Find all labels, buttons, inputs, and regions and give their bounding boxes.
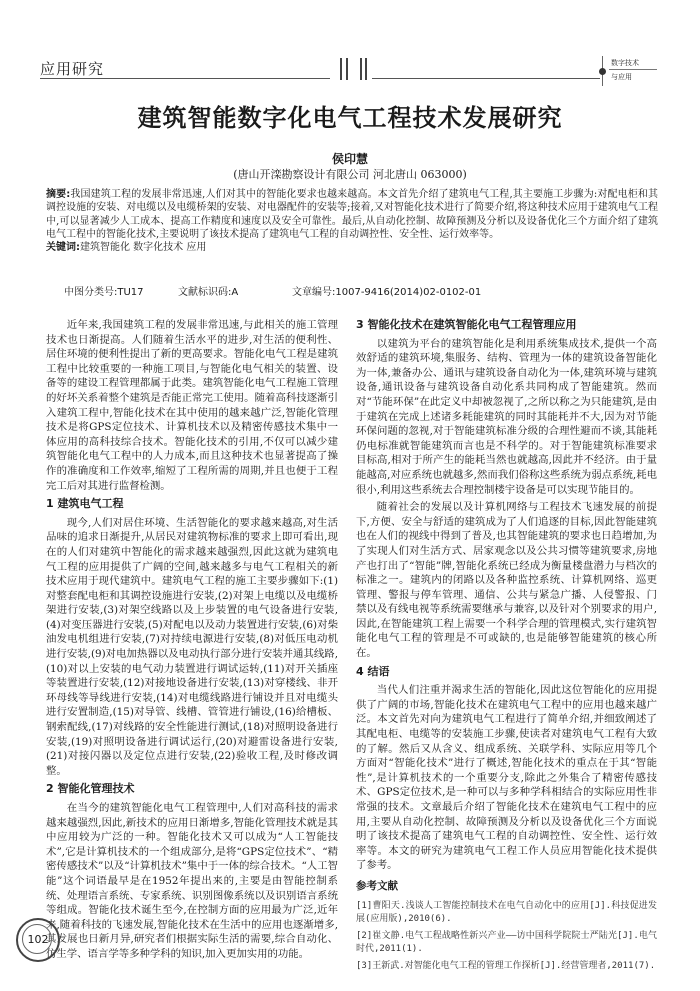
section-3-paragraph-1: 以建筑为平台的建筑智能化是利用系统集成技术,提供一个高效舒适的建筑环境,集服务、结构、管理为一体的建筑设备智能化为一体,兼备办公、通讯与建筑设备自动化为一体,建筑环境与建筑设备,通讯设备与建筑设备自动化系共同构成了智能建筑。然而对“节能环保”在此定义中却被忽视了,之所以称之为只能建筑,是由于建筑在完成上述诸多耗能建筑的同时其能耗并不大,因为对节能环保问题的忽视,对于智能建筑标准分级的合理性避而不谈,其能耗仍电标准就智能建筑而言也是不科学的。对于智能建筑标准要求目标高,相对于所产生的能耗当然也就越高,因此并不经济。由于量能越高,对应系统也就越多,然而我们俗称这些系统为弱点系统,耗电很小,利用这些系统去合理控制楼宇设备是可以实现节能目的。 — [356, 337, 657, 496]
section-4-heading: 4 结语 — [356, 664, 390, 678]
header-rule-right — [372, 78, 600, 79]
references — [356, 879, 657, 973]
keywords-label: 关键词: — [46, 242, 80, 254]
abstract-label: 摘要: — [46, 189, 71, 200]
keywords-text: 建筑智能化 数字化技术 应用 — [80, 242, 207, 254]
abstract-text: 我国建筑工程的发展非常迅速,人们对其中的智能化要求也越来越高。本文首先介绍了建筑电气工程,其主要施工步骤为:对配电柜和其调控设施的安装、对电缆以及电缆桥架的安装、对电器配件的安装等;接着,又对智能化技术进行了简要介绍,将这种技术应用于建筑电气工程中,可以显著减少人工成本、提高工作精度和速度以及安全可靠性。最后,从自动化控制、故障预测及分析以及设备优化三个方面介绍了建筑电气工程中的智能化技术,主要说明了该技术提高了建筑电气工程的自动调控性、安全性、运行效率等。 — [46, 189, 658, 240]
page-header — [0, 0, 700, 92]
section-4-text: 当代人们注重并渴求生活的智能化,因此这位智能化的应用提供了广阔的市场,智能化技术在建筑电气工程中的应用也越来越广泛。本文首先对向为建筑电气工程进行了简单介绍,并细致阐述了其配电柜、电缆等的安装施工步骤,使读者对建筑电气工程有大致的了解。然后又从含义、组成系统、关联学科、实际应用等几个方面对“智能化技术”进行了概述,智能化技术的重点在于其“智能性”,是计算机技术的一个重要分支,除此之外集合了精密传感技术、GPS定位技术,是一种可以与多种学科相结合的实际应用性非常强的技术。文章最后介绍了智能化技术在建筑电气工程中的应用,主要从自动化控制、故障预测及分析以及设备优化三个方面说明了该技术提高了建筑电气工程的自动调控性、安全性、运行效率等。本文的研究为建筑电气工程工作人员应用智能化技术提供了参考。 — [356, 684, 657, 872]
clc-number: 中图分类号:TU17 — [64, 287, 144, 298]
doc-code: 文献标识码:A — [178, 287, 239, 298]
affiliation: (唐山开滦勘察设计有限公司 河北唐山 063000) — [233, 168, 467, 181]
section-2-heading: 2 智能化管理技术 — [46, 782, 135, 796]
section-1-text: 现今,人们对居住环境、生活智能化的要求越来越高,对生活品味的追求日渐提升,从居民对建筑物标准的要求上即可看出,现在的人们对建筑中智能化的需求越来越强烈,因此这就为建筑电气工程的应用提供了广阔的空间,越来越多与电气工程相关的新技术应用于现代建筑中。建筑电气工程的施工主要步骤如下:(1)对整套配电柜和其调控设施进行安装,(2)对架上电缆以及电缆桥架进行安装,(3)对架空线路以及上步装置的电气设备进行安装,(4)对变压器进行安装,(5)对配电以及动力装置进行安装,(6)对柴油发电机组进行安装,(7)对持续电源进行安装,(8)对低压电动机进行安装,(9)对电加热器以及电动执行部分进行安装并通其线路,(10)对以上安装的电气动力装置进行调试运转,(11)对开关插座等装置进行安装,(12)对接地设备进行安装,(13)对穿楼线、非开环母线等导线进行安装,(14)对电缆线路进行铺设并且对电缆头进行安置制造,(15)对导管、线槽、管管进行铺设,(16)给槽板、钢索配线,(17)对线路的安全性能进行测试,(18)对照明设备进行安装,(19)对照明设备进行调试运行,(20)对避雷设备进行安装,(21)对接闪器以及定位点进行安装,(22)验收工程,及时修改调整。 — [46, 516, 338, 777]
logo-line1: 数字技术 — [611, 59, 639, 67]
reference-item: [2]崔文静.电气工程战略性新兴产业——访中国科学院院士严陆光[J].电气时代,2011(1). — [356, 930, 657, 954]
header-bars — [338, 58, 368, 80]
abstract — [46, 188, 658, 254]
references-heading: 参考文献 — [356, 879, 398, 892]
intro-paragraph: 近年来,我国建筑工程的发展非常迅速,与此相关的施工管理技术也日渐提高。人们随着生活水平的进步,对生活的便利性、居住环境的便利性提出了新的更高要求。智能化电气工程是建筑工程中比较重要的一种施工项目,与智能化电气相关的装置、设备等的建设工程管理都属于此类。建筑智能化电气工程施工管理的好坏关系着整个建筑是否能正常完工使用。随着高科技逐渐引入建筑工程中,智能化技术在其中使用的越来越广泛,智能化管理技术是将GPS定位技术、计算机技术以及精密传感技术集中一体应用的高科技综合技术。智能化技术的引用,不仅可以减少建筑智能化电气工程中的人力成本,而且这种技术也显著提高了操作的准确度和工作效率,缩短了工程所需的周期,并且也便于工程完工后对其进行监督检测。 — [46, 319, 338, 492]
right-column — [356, 318, 657, 977]
logo-dot-icon — [599, 68, 606, 75]
article-number: 文章编号:1007-9416(2014)02-0102-01 — [292, 287, 482, 298]
left-column — [46, 318, 338, 965]
section-2-text: 在当今的建筑智能化电气工程管理中,人们对高科技的需求越来越强烈,因此,新技术的应用日渐增多,智能化管理技术就是其中应用较为广泛的一种。智能化技术又可以成为“人工智能技术”,它是计算机技术的一个组成部分,是将“GPS定位技术”、“精密传感技术”以及“计算机技术”集中于一体的综合技术。“人工智能”这个词语最早是在1952年提出来的,主要是由智能控制系统、处理语言系统、专家系统、识别图像系统以及识别语言系统等组成。智能化技术诞生至今,在控制方面的应用最为广泛,近年来,随着科技的飞速发展,智能化技术在生活中的应用也逐渐增多,其发展也日新月异,研究者们根据实际生活的需要,综合自动化、仿生学、语言学等多种学科的知识,加入更加实用的功能。 — [46, 802, 338, 960]
author: 侯印慧 — [331, 152, 368, 166]
reference-item: [3]王新武.对智能化电气工程的管理工作探析[J].经营管理者,2011(7). — [356, 960, 656, 971]
reference-item: [1]曹阳天.浅谈人工智能控制技术在电气自动化中的应用[J].科技促进发展(应用版),2010(6). — [356, 900, 657, 924]
logo-line2: 与应用 — [611, 73, 632, 81]
section-3-paragraph-2: 随着社会的发展以及计算机网络与工程技术飞速发展的前提下,方便、安全与舒适的建筑成为了人们追逐的目标,因此智能建筑也在人们的视线中得到了普及,也其智能建筑的要求也日趋增加,为了实现人们对生活方式、居家观念以及公共习惯等建筑要求,房地产也打出了“智能”牌,智能化系统已经成为衡量楼盘潜力与档次的标准之一。建筑内的闭路以及各种监控系统、计算机网络、巡更管理、警报与停车管理、通信、公共与紧急广播、人侵警报、门禁以及有线电视等系统需要继承与兼容,以及针对个别要求的用户,因此,在智能建筑工程上需要一个科学合理的管理模式,实行建筑智能化电气工程的管理是不可或缺的,也是能够智能建筑的核心所在。 — [356, 501, 657, 660]
article-title: 建筑智能数字化电气工程技术发展研究 — [137, 104, 563, 132]
page-number-badge — [16, 918, 60, 962]
section-label: 应用研究 — [40, 60, 105, 78]
section-1-heading: 1 建筑电气工程 — [46, 497, 124, 511]
journal-logo — [602, 56, 659, 86]
section-3-heading: 3 智能化技术在建筑智能化电气工程管理应用 — [356, 318, 577, 331]
header-rule-left — [40, 78, 330, 79]
page-number: 102 — [27, 933, 49, 946]
